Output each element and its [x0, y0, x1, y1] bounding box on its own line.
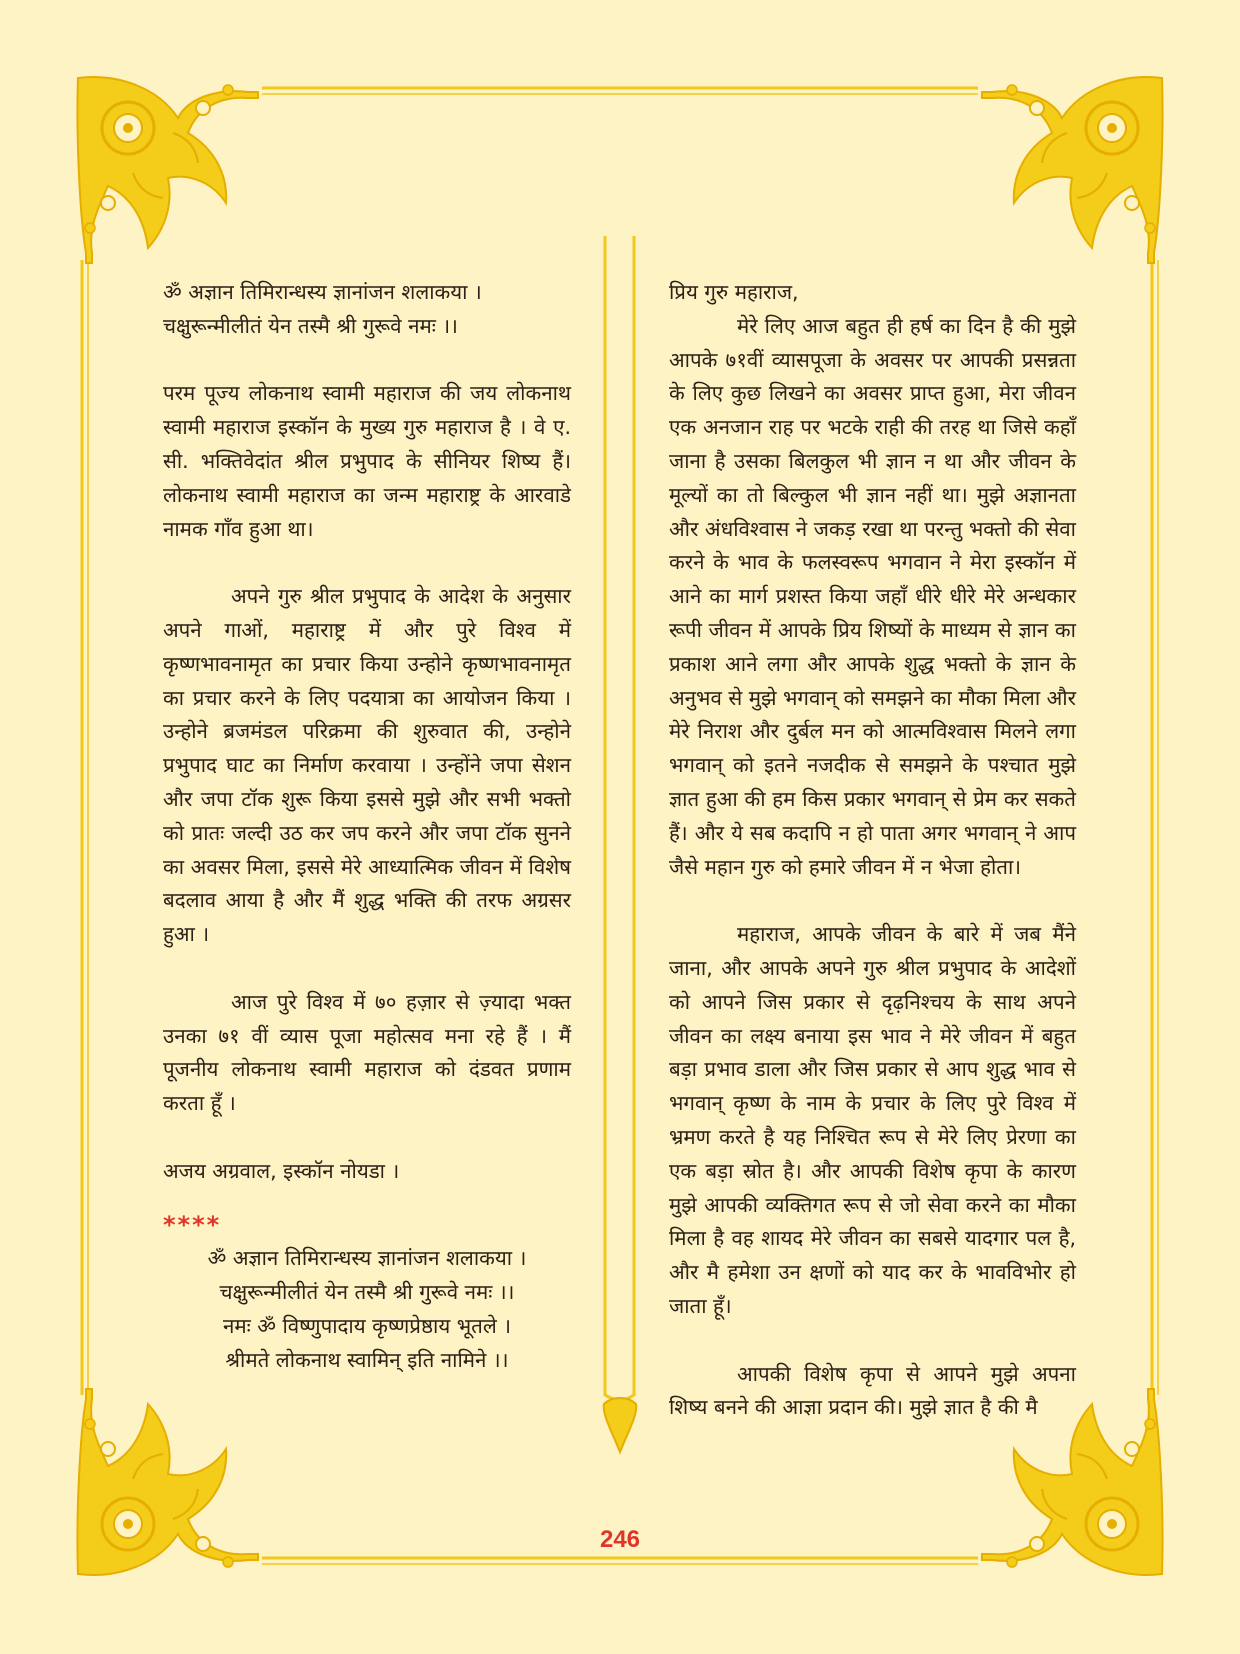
closing-mantra-line-1: ॐ अज्ञान तिमिरान्धस्य ज्ञानांजन शलाकया ।	[207, 1246, 527, 1271]
corner-ornament-top-left	[77, 77, 258, 263]
closing-mantra-line-3: नमः ॐ विष्णुपादाय कृष्णप्रेष्ठाय भूतले ।	[222, 1313, 512, 1338]
opening-mantra-line-2: चक्षुरून्मीलीतं येन तस्मै श्री गुरूवे नमः ।।	[163, 313, 458, 338]
left-paragraph-2: अपने गुरु श्रील प्रभुपाद के आदेश के अनुसार अपने गाओं, महाराष्ट्र में और पुरे विश्व में कृष्णभावनामृत का प्रचार किया उन्होने कृष्णभावनामृत का प्रचार करने के लिए पदयात्रा का आयोजन किया । उन्होने ब्रजमंडल परिक्रमा की शुरुवात की, उन्होने प्रभुपाद घाट का निर्माण करवाया । उन्होंने जपा सेशन और जपा टॉक शुरू किया इससे मुझे और सभी भक्तो को प्रातः जल्दी उठ कर जप करने और जपा टॉक सुनने का अवसर मिला, इससे मेरे आध्यात्मिक जीवन में विशेष बदलाव आया है और मैं शुद्ध भक्ति की तरफ अग्रसर हुआ ।	[163, 584, 571, 947]
salutation: प्रिय गुरु महाराज,	[669, 280, 799, 304]
tilak-divider	[604, 236, 637, 1452]
left-column	[163, 276, 571, 1378]
corner-ornament-top-right	[982, 77, 1163, 263]
closing-mantra	[163, 1242, 571, 1377]
page-number: 246	[599, 1526, 641, 1553]
separator-stars: ****	[163, 1210, 222, 1239]
closing-mantra-line-4: श्रीमते लोकनाथ स्वामिन् इति नामिने ।।	[225, 1347, 509, 1372]
right-column	[669, 276, 1076, 1425]
signature: अजय अग्रवाल, इस्कॉन नोयडा ।	[163, 1158, 400, 1183]
closing-mantra-line-2: चक्षुरून्मीलीतं येन तस्मै श्री गुरूवे नमः ।।	[219, 1280, 515, 1305]
right-paragraph-3: आपकी विशेष कृपा से आपने मुझे अपना शिष्य बनने की आज्ञा प्रदान की। मुझे ज्ञात है की मै	[669, 1361, 1076, 1420]
corner-ornament-bottom-left	[77, 1389, 258, 1575]
right-paragraph-2: महाराज, आपके जीवन के बारे में जब मैंने जाना, और आपके अपने गुरु श्रील प्रभुपाद के आदेशों को आपने जिस प्रकार से दृढ़निश्चय के साथ अपने जीवन का लक्ष्य बनाया इस भाव ने मेरे जीवन में बहुत बड़ा प्रभाव डाला और जिस प्रकार से आप शुद्ध भाव से भगवान् कृष्ण के नाम के प्रचार के लिए पुरे विश्व में भ्रमण करते है यह निश्चित रूप से मेरे लिए प्रेरणा का एक बड़ा स्रोत है। और आपकी विशेष कृपा के कारण मुझे आपकी व्यक्तिगत रूप से जो सेवा करने का मौका मिला है वह शायद मेरे जीवन का सबसे यादगार पल है, और मै हमेशा उन क्षणों को याद कर के भावविभोर हो जाता हूँ।	[669, 922, 1076, 1318]
left-paragraph-3: आज पुरे विश्व में ७० हज़ार से ज़्यादा भक्त उनका ७१ वीं व्यास पूजा महोत्सव मना रहे हैं । मैं पूजनीय लोकनाथ स्वामी महाराज को दंडवत प्रणाम करता हूँ ।	[163, 989, 571, 1116]
opening-mantra-line-1: ॐ अज्ञान तिमिरान्धस्य ज्ञानांजन शलाकया ।	[163, 280, 482, 304]
left-paragraph-1: परम पूज्य लोकनाथ स्वामी महाराज की जय लोकनाथ स्वामी महाराज इस्कॉन के मुख्य गुरु महाराज है । वे ए. सी. भक्तिवेदांत श्रील प्रभुपाद के सीनियर शिष्य हैं। लोकनाथ स्वामी महाराज का जन्म महाराष्ट्र के आरवाडे नामक गाँव हुआ था।	[163, 381, 571, 541]
right-paragraph-1: मेरे लिए आज बहुत ही हर्ष का दिन है की मुझे आपके ७१वीं व्यासपूजा के अवसर पर आपकी प्रसन्नता के लिए कुछ लिखने का अवसर प्राप्त हुआ, मेरा जीवन एक अनजान राह पर भटके राही की तरह था जिसे कहाँ जाना है उसका बिलकुल भी ज्ञान न था और जीवन के मूल्यों का तो बिल्कुल भी ज्ञान नहीं था। मुझे अज्ञानता और अंधविश्वास ने जकड़ रखा था परन्तु भक्तो की सेवा करने के भाव के फलस्वरूप भगवान ने मेरा इस्कॉन में आने का मार्ग प्रशस्त किया जहाँ धीरे धीरे मेरे अन्धकार रूपी जीवन में आपके प्रिय शिष्यों के माध्यम से ज्ञान का प्रकाश आने लगा और आपके शुद्ध भक्तो के ज्ञान के अनुभव से मुझे भगवान् को समझने का मौका मिला और मेरे निराश और दुर्बल मन को आत्मविश्वास मिलने लगा भगवान् को इतने नजदीक से समझने के पश्चात मुझे ज्ञात हुआ की हम किस प्रकार भगवान् से प्रेम कर सकते हैं। और ये सब कदापि न हो पाता अगर भगवान् ने आप जैसे महान गुरु को हमारे जीवन में न भेजा होता।	[669, 313, 1077, 879]
